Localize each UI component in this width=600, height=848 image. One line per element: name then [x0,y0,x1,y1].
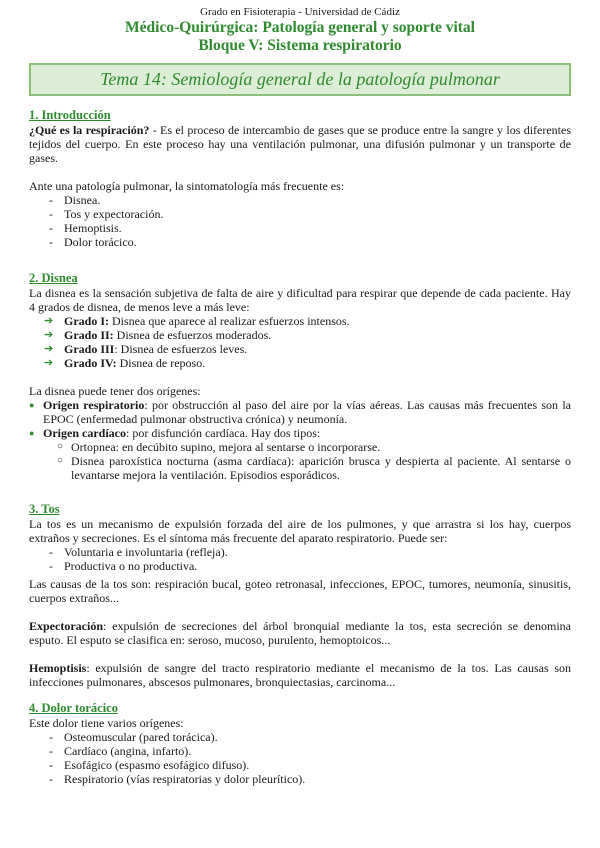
list-item [29,398,571,426]
list-item: - Disnea. [29,193,571,207]
paragraph [29,661,571,689]
symptom-list [29,193,571,249]
paragraph: Este dolor tiene varios orígenes: [29,716,184,730]
topic-title-box [29,63,571,96]
origin-list [29,398,571,440]
paragraph: Ante una patología pulmonar, la sintomatología más frecuente es: [29,179,345,193]
list-item: - Cardíaco (angina, infarto). [29,744,571,758]
section-heading-tos: 3. Tos [29,502,60,516]
grade-label: Grado II: [64,328,114,342]
origin-label: Origen cardíaco [43,426,126,440]
block-title: Bloque V: Sistema respiratorio [198,37,402,54]
section-heading-introduccion: 1. Introducción [29,108,111,122]
list-item: - Esofágico (espasmo esofágico difuso). [29,758,571,772]
list-item [29,328,571,342]
list-item: ○ Disnea paroxística nocturna (asma cardíaca): aparición brusca y despierta al paciente. Al sentarse o levantarse mejora la ventilación. Episodios esporádicos. [29,454,571,482]
list-item: - Osteomuscular (pared torácica). [29,730,571,744]
text-span: : expulsión de sangre del tracto respiratorio mediante el mecanismo de la tos. Las causas son infecciones pulmonares, abscesos pulmonares, bronquiectasias, carcinoma... [29,661,571,689]
list-item: ○ Ortopnea: en decúbito supino, mejora al sentarse o incorporarse. [29,440,571,454]
course-line: Grado en Fisioterapia - Universidad de Cádiz [200,6,400,18]
list-item: - Tos y expectoración. [29,207,571,221]
document-body [29,108,571,786]
paragraph: La tos es un mecanismo de expulsión forzada del aire de los pulmones, y que arrastra si los hay, cuerpos extraños y secreciones. Es el síntoma más frecuente del aparato respiratorio. Puede ser: [29,517,571,545]
list-item [29,426,571,440]
list-item [29,342,571,356]
list-item: - Respiratorio (vías respiratorias y dolor pleurítico). [29,772,571,786]
cough-type-list [29,545,571,573]
list-item: - Productiva o no productiva. [29,559,571,573]
grade-label: Grado III [64,342,115,356]
paragraph [29,123,571,165]
list-item: - Dolor torácico. [29,235,571,249]
grade-text: Disnea de reposo. [116,356,206,370]
paragraph: La disnea puede tener dos orígenes: [29,384,201,398]
list-item: - Voluntaria e involuntaria (refleja). [29,545,571,559]
paragraph [29,619,571,647]
list-item: - Hemoptisis. [29,221,571,235]
section-heading-disnea: 2. Disnea [29,271,78,285]
chest-pain-origin-list [29,730,571,786]
text-span: - Es el proceso de intercambio de gases que se produce entre la sangre y los diferentes tejidos del cuerpo. En este proceso hay una ventilación pulmonar, una difusión pulmonar y un transporte de gases. [29,123,571,165]
origin-label: Origen respiratorio [43,398,145,412]
topic-title: Tema 14: Semiología general de la patología pulmonar [100,69,500,89]
origin-text: : por obstrucción al paso del aire por la vías aéreas. Las causas más frecuentes son la EPOC (enfermedad pulmonar obstructiva crónica) y neumonía. [43,398,571,426]
grade-text: Disnea que aparece al realizar esfuerzos intensos. [109,314,350,328]
origin-text: : por disfunción cardíaca. Hay dos tipos: [125,426,321,440]
grade-list [29,314,571,370]
list-item [29,356,571,370]
paragraph: La disnea es la sensación subjetiva de falta de aire y dificultad para respirar que depende de cada paciente. Hay 4 grados de disnea, de menos leve a más leve: [29,286,571,314]
document-header [0,6,600,55]
bold-term: Hemoptisis [29,661,87,675]
bold-term: ¿Qué es la respiración? [29,123,150,137]
text-span: : expulsión de secreciones del árbol bronquial mediante la tos, esta secreción se denomina esputo. El esputo se clasifica en: seroso, mucoso, purulento, hemoptoicos... [29,619,571,647]
paragraph: Las causas de la tos son: respiración bucal, goteo retronasal, infecciones, EPOC, tumores, neumonía, sinusitis, cuerpos extraños... [29,577,571,605]
grade-label: Grado I: [64,314,109,328]
grade-text: : Disnea de esfuerzos leves. [114,342,248,356]
list-item [29,314,571,328]
cardiac-subtype-list [29,440,571,482]
section-heading-dolor-toracico: 4. Dolor torácico [29,701,118,715]
grade-label: Grado IV: [64,356,117,370]
bold-term: Expectoración [29,619,103,633]
grade-text: Disnea de esfuerzos moderados. [113,328,272,342]
subject-title: Médico-Quirúrgica: Patología general y soporte vital [125,19,475,36]
